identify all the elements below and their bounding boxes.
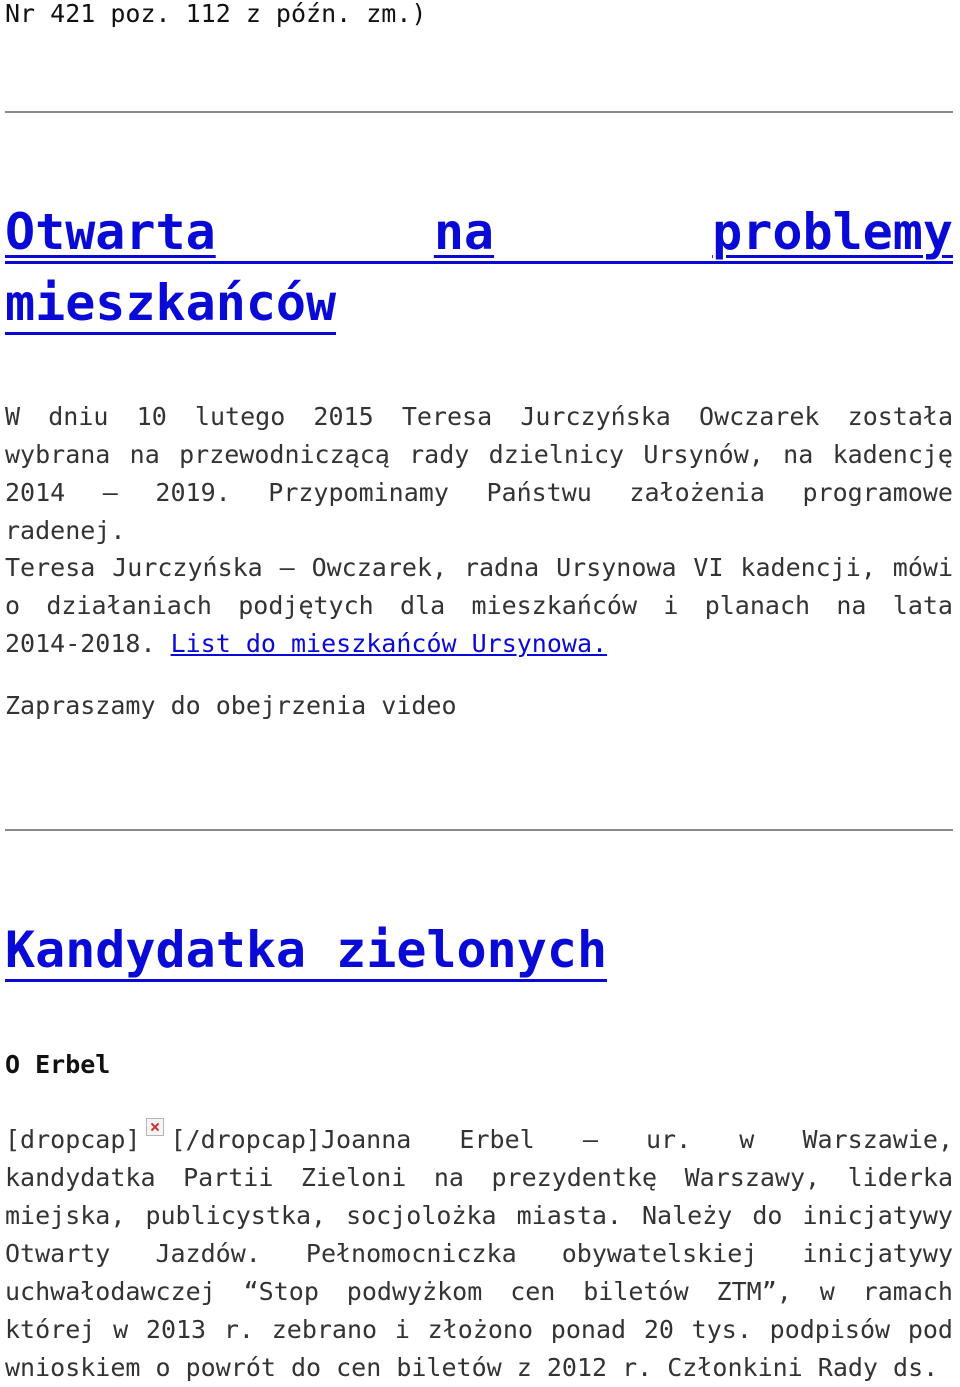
post-separator — [5, 829, 953, 831]
previous-post-tail: Nr 421 poz. 112 z późn. zm.) — [5, 0, 427, 28]
post-title-link-otwarta[interactable] — [5, 197, 953, 338]
post-title-kandydatka — [5, 915, 953, 985]
dropcap-open-shortcode: [dropcap] — [5, 1125, 141, 1154]
dropcap-close-shortcode: [/dropcap] — [170, 1125, 321, 1154]
post-separator — [5, 111, 953, 113]
title-line-2 — [5, 268, 336, 335]
title-line-1 — [5, 197, 953, 264]
broken-image-icon — [146, 1118, 164, 1136]
post-title-link-kandydatka[interactable] — [5, 915, 953, 985]
title-word: na — [433, 203, 495, 261]
title-line: Kandydatka zielonych — [5, 915, 607, 982]
paragraph-text: Joanna Erbel – ur. w Warszawie, kandydatka Partii Zieloni na prezydentkę Warszawy, liderka miejska, publicystka, socjolożka miasta. Należy do inicjatywy Otwarty Jazdów. Pełnomocniczka obywatelskiej inicjatywy uchwałodawczej “Stop podwyżkom cen biletów ZTM”, w ramach której w 2013 r. zebrano i złożono ponad 20 tys. podpisów pod wnioskiem o powrót do cen biletów z 2012 r. Członkini Rady ds. — [5, 1125, 953, 1382]
post-title-otwarta — [5, 197, 953, 338]
title-word: mieszkańców — [5, 274, 337, 332]
post-paragraph: W dniu 10 lutego 2015 Teresa Jurczyńska Owczarek została wybrana na przewodniczącą rady dzielnicy Ursynów, na kadencję 2014 – 2019. Przypominamy Państwu założenia programowe radenej. — [5, 402, 953, 545]
video-invite-text: Zapraszamy do obejrzenia video — [5, 691, 457, 720]
post-paragraph — [5, 1118, 953, 1387]
post-paragraph — [5, 549, 953, 663]
title-word: problemy — [712, 203, 953, 261]
letter-to-residents-link[interactable]: List do mieszkańców Ursynowa. — [170, 629, 608, 658]
title-word: Otwarta — [5, 203, 216, 261]
section-subheading: O Erbel — [5, 1050, 111, 1079]
paragraph-text: Teresa Jurczyńska – Owczarek, radna Ursynowa VI kadencji, mówi o działaniach podjętych dla mieszkańców i planach na lata 2014-2018. — [5, 553, 953, 658]
